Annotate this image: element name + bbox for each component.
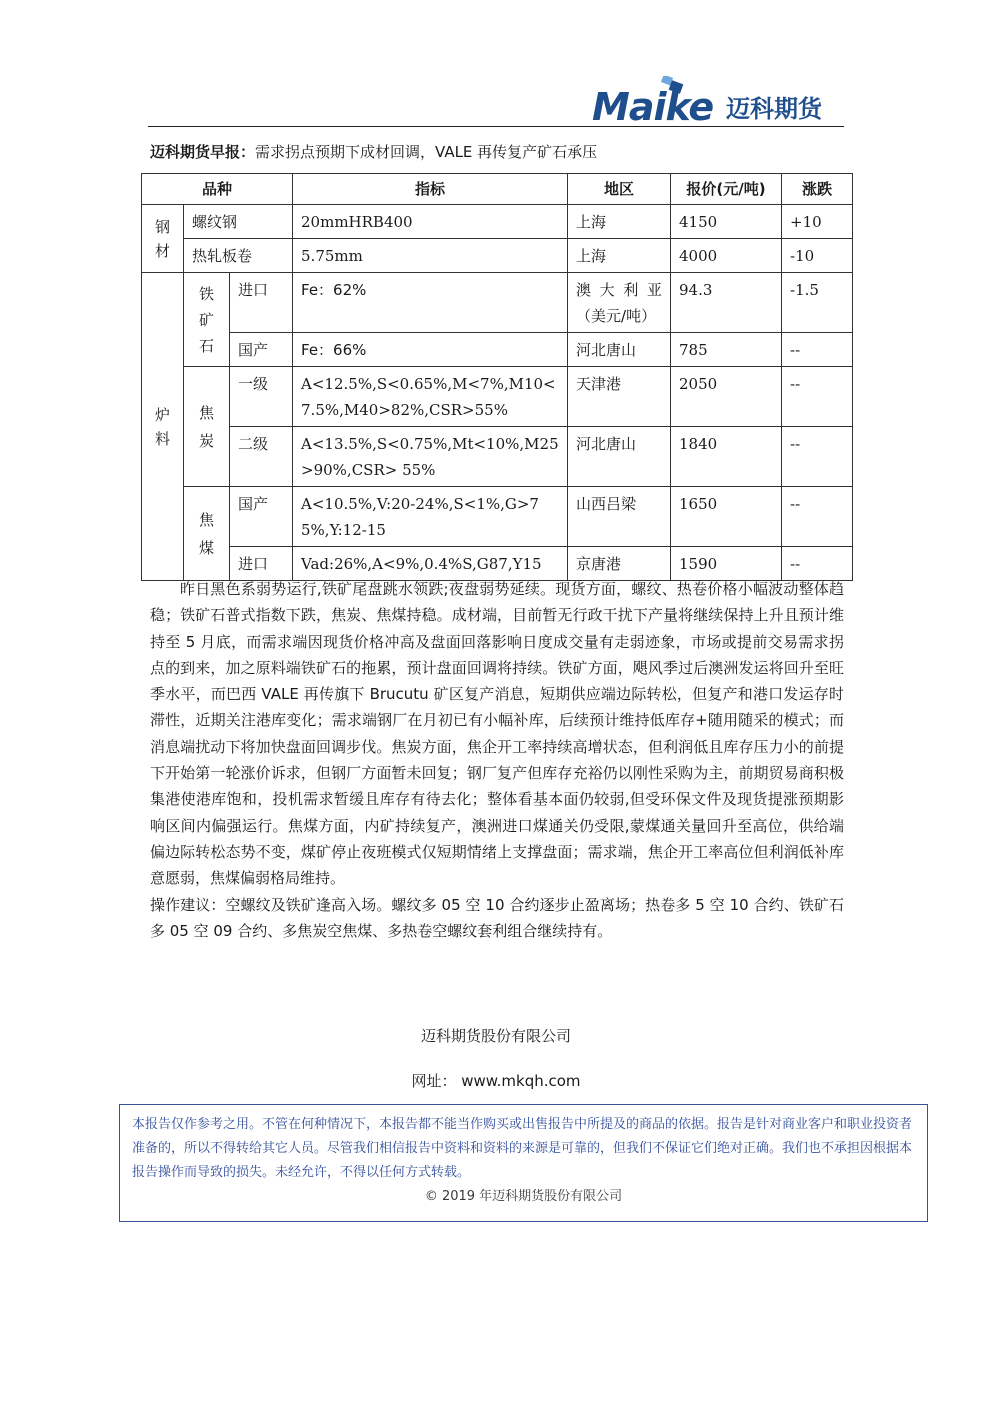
- group-coke-label: 焦炭: [199, 403, 215, 450]
- change-cell: -1.5: [782, 273, 853, 333]
- spec-cell: A<13.5%,S<0.75%,Mt<10%,M25>90%,CSR> 55%: [293, 427, 568, 487]
- spec-cell: Fe：62%: [293, 273, 568, 333]
- change-cell: -10: [782, 239, 853, 273]
- header-price: 报价(元/吨): [671, 174, 782, 205]
- change-cell: +10: [782, 205, 853, 239]
- header-spec: 指标: [293, 174, 568, 205]
- region-cell: 京唐港: [568, 547, 671, 581]
- category-steel-label: 钢材: [155, 217, 171, 260]
- change-cell: --: [782, 487, 853, 547]
- table-row: [142, 239, 853, 273]
- price-cell: 4000: [671, 239, 782, 273]
- item-name: 螺纹钢: [184, 205, 293, 239]
- copyright-text: © 2019 年迈科期货股份有限公司: [424, 1189, 623, 1204]
- type-cell: 国产: [230, 487, 293, 547]
- change-cell: --: [782, 427, 853, 487]
- price-cell: 4150: [671, 205, 782, 239]
- spec-cell: A<10.5%,V:20-24%,S<1%,G>75%,Y:12-15: [293, 487, 568, 547]
- header-region: 地区: [568, 174, 671, 205]
- table-row: [142, 333, 853, 367]
- spec-cell: 5.75mm: [293, 239, 568, 273]
- table-row: [142, 487, 853, 547]
- region-cell: 澳大利亚（美元/吨）: [568, 273, 671, 333]
- item-name: 热轧板卷: [184, 239, 293, 273]
- change-cell: --: [782, 367, 853, 427]
- website-line: 网址： www.mkqh.com: [411, 1072, 581, 1090]
- logo-text: Maike: [592, 85, 714, 129]
- report-title: [150, 141, 597, 163]
- region-cell: 山西吕梁: [568, 487, 671, 547]
- type-cell: 二级: [230, 427, 293, 487]
- report-title-prefix: 迈科期货早报：: [150, 143, 256, 161]
- type-cell: 国产: [230, 333, 293, 367]
- spec-cell: Fe：66%: [293, 333, 568, 367]
- region-cell: 上海: [568, 205, 671, 239]
- report-title-text: 需求拐点预期下成材回调，VALE 再传复产矿石承压: [255, 143, 598, 161]
- trading-advice: 操作建议：空螺纹及铁矿逢高入场。螺纹多 05 空 10 合约逐步止盈离场；热卷多 5 空 10 合约、铁矿石多 05 空 09 合约、多焦炭空焦煤、多热卷空螺纹套利组合继续持有。: [150, 895, 844, 940]
- price-cell: 94.3: [671, 273, 782, 333]
- type-cell: 一级: [230, 367, 293, 427]
- region-cell: 天津港: [568, 367, 671, 427]
- price-cell: 785: [671, 333, 782, 367]
- market-commentary: [150, 576, 844, 944]
- header-variety: 品种: [142, 174, 293, 205]
- header-divider: [148, 126, 844, 127]
- table-row: [142, 367, 853, 427]
- spec-cell: Vad:26%,A<9%,0.4%S,G87,Y15: [293, 547, 568, 581]
- group-coking-coal-label: 焦煤: [199, 510, 215, 557]
- disclaimer-text: 本报告仅作参考之用。不管在何种情况下，本报告都不能当作购买或出售报告中所提及的商品的依据。报告是针对商业客户和职业投资者准备的，所以不得转给其它人员。尽管我们相信报告中资料和资料的来源是可靠的，但我们不保证它们绝对正确。我们也不承担因根据本报告操作而导致的损失。未经允许，不得以任何方式转载。: [132, 1117, 913, 1180]
- region-cell: 河北唐山: [568, 427, 671, 487]
- price-cell: 1650: [671, 487, 782, 547]
- spec-cell: A<12.5%,S<0.65%,M<7%,M10<7.5%,M40>82%,CSR>55%: [293, 367, 568, 427]
- commentary-paragraph: 昨日黑色系弱势运行,铁矿尾盘跳水领跌;夜盘弱势延续。现货方面，螺纹、热卷价格小幅波动整体趋稳；铁矿石普式指数下跌，焦炭、焦煤持稳。成材端，目前暂无行政干扰下产量将继续保持上升且预计维持至 5 月底，而需求端因现货价格冲高及盘面回落影响日度成交量有走弱迹象，市场或提前交易需求拐点的到来，加之原料端铁矿石的拖累，预计盘面回调将持续。铁矿方面，飓风季过后澳洲发运将回升至旺季水平，而巴西 VALE 再传旗下 Brucutu 矿区复产消息，短期供应端边际转松，但复产和港口发运存时滞性，近期关注港库变化；需求端钢厂在月初已有小幅补库，后续预计维持低库存+随用随采的模式；而消息端扰动下将加快盘面回调步伐。焦炭方面，焦企开工率持续高增状态，但利润低且库存压力小的前提下开始第一轮涨价诉求，但钢厂方面暂未回复；钢厂复产但库存充裕仍以刚性采购为主，前期贸易商积极集港使港库饱和，投机需求暂缓且库存有待去化；整体看基本面仍较弱,但受环保文件及现货提涨预期影响区间内偏强运行。焦煤方面，内矿持续复产，澳洲进口煤通关仍受限,蒙煤通关量回升至高位，供给端偏边际转松态势不变，煤矿停止夜班模式仅短期情绪上支撑盘面；需求端，焦企开工率高位但利润低补库意愿弱，焦煤偏弱格局维持。: [150, 580, 844, 888]
- group-coking-coal: [184, 487, 230, 581]
- company-logo: [592, 72, 844, 132]
- price-cell: 2050: [671, 367, 782, 427]
- table-row: [142, 205, 853, 239]
- header-change: 涨跌: [782, 174, 853, 205]
- type-cell: 进口: [230, 273, 293, 333]
- region-cell: 河北唐山: [568, 333, 671, 367]
- spec-cell: 20mmHRB400: [293, 205, 568, 239]
- logo-chinese-text: 迈科期货: [726, 95, 822, 123]
- category-furnace: [142, 273, 184, 581]
- price-table: [141, 173, 853, 581]
- category-steel: [142, 205, 184, 273]
- change-cell: --: [782, 333, 853, 367]
- company-name: 迈科期货股份有限公司: [420, 1027, 571, 1045]
- group-iron-ore: [184, 273, 230, 367]
- category-furnace-label: 炉料: [155, 405, 171, 448]
- price-cell: 1840: [671, 427, 782, 487]
- type-cell: 进口: [230, 547, 293, 581]
- disclaimer-box: [119, 1104, 928, 1222]
- price-cell: 1590: [671, 547, 782, 581]
- table-header-row: [142, 174, 853, 205]
- group-iron-ore-label: 铁矿石: [199, 284, 215, 355]
- group-coke: [184, 367, 230, 487]
- region-cell: 上海: [568, 239, 671, 273]
- table-row: [142, 427, 853, 487]
- change-cell: --: [782, 547, 853, 581]
- table-row: [142, 273, 853, 333]
